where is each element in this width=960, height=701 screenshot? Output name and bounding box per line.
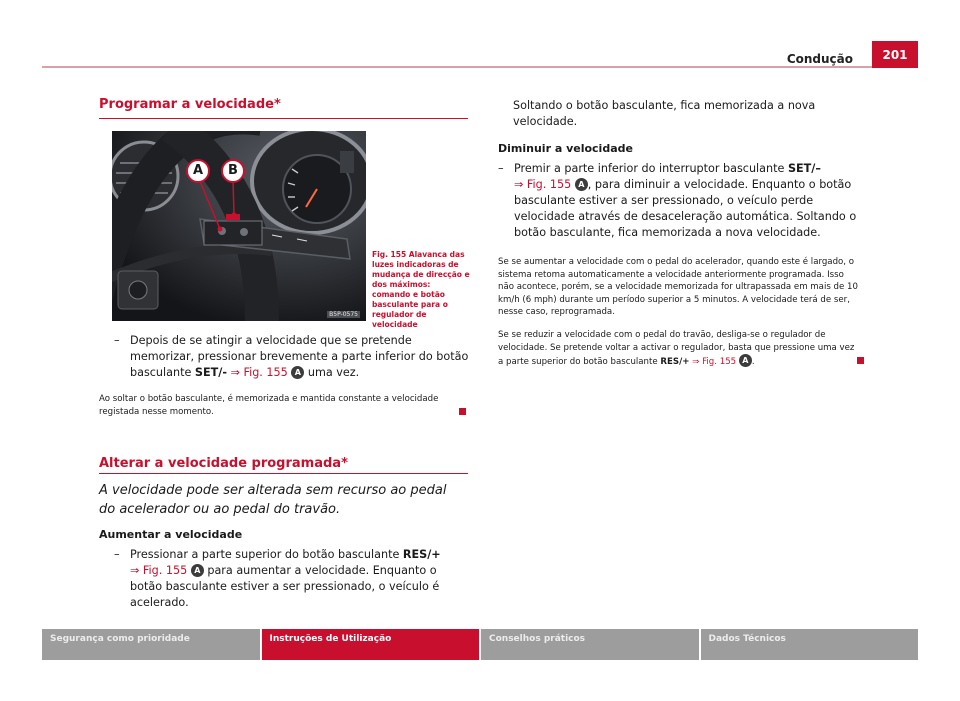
section-rule <box>99 118 468 119</box>
subheading-increase: Aumentar a velocidade <box>99 528 243 541</box>
image-code: B5P-0575 <box>329 311 358 318</box>
callout-a-badge: A <box>191 564 204 577</box>
list-dash: – <box>498 162 504 175</box>
figure-caption: Fig. 155 Alavanca das luzes indicadoras de mudança de direcção e dos máximos: comando e botão basculante para o regulador de velocidade <box>372 250 470 329</box>
subheading-decrease: Diminuir a velocidade <box>498 142 633 155</box>
figure-reference-link[interactable]: ⇒ Fig. 155 <box>692 357 737 367</box>
figure-reference-link[interactable]: ⇒ Fig. 155 <box>230 366 288 379</box>
header-rule <box>42 66 918 68</box>
callout-a-badge: A <box>575 178 588 191</box>
callout-a-badge: A <box>739 354 752 367</box>
page-number: 201 <box>872 41 918 68</box>
end-mark <box>857 357 864 364</box>
step-decrease: – Premir a parte inferior do interruptor basculante SET/– ⇒ Fig. 155 A , para diminuir a velocidade. Enquanto o botão basculante estiver a ser pressionado, o veículo perde velocidade através de desaceleração automática. Soltando o botão basculante, fica memorizada a nova velocidade. <box>498 162 857 239</box>
section-title-programar: Programar a velocidade* <box>99 97 281 112</box>
list-dash: – <box>114 334 120 347</box>
continuation-text: Soltando o botão basculante, fica memorizada a nova velocidade. <box>513 99 816 128</box>
footer-tab-technical-data[interactable]: Dados Técnicos <box>701 629 919 660</box>
section-intro: A velocidade pode ser alterada sem recurso ao pedal do acelerador ou ao pedal do travão. <box>99 483 447 517</box>
callout-a-label: A <box>192 163 204 178</box>
note-accelerator: Se se aumentar a velocidade com o pedal do acelerador, quando este é largado, o sistema retoma automaticamente a velocidade anteriormente programada. Isso não acontece, porém, se a velocidade memorizada for ultrapassada em mais de 10 km/h (6 mph) durante um período superior a 5 minutos. A velocidade terá de ser, nesse caso, reprogramada. <box>498 257 858 317</box>
figure-reference-link[interactable]: ⇒ Fig. 155 <box>514 178 572 191</box>
running-header: Condução <box>786 52 853 66</box>
note-brake: Se se reduzir a velocidade com o pedal do travão, desliga-se o regulador de velocidade. Se pretende voltar a activar o regulador, basta que pressione uma vez a parte superior do botão basculante RES/+ ⇒ Fig. 155 A . <box>498 330 855 367</box>
step-memorize: – Depois de se atingir a velocidade que se pretende memorizar, pressionar brevemente a parte inferior do botão basculante SET/- ⇒ Fig. 155 A uma vez. <box>114 334 469 379</box>
step-increase: – Pressionar a parte superior do botão basculante RES/+ ⇒ Fig. 155 A para aumentar a velocidade. Enquanto o botão basculante estiver a ser pressionado, o veículo é acelerado. <box>114 548 441 609</box>
callout-b-label: B <box>228 163 238 178</box>
callout-a-badge: A <box>291 366 304 379</box>
list-dash: – <box>114 548 120 561</box>
note-release: Ao soltar o botão basculante, é memorizada e mantida constante a velocidade registada nesse momento. <box>99 394 439 417</box>
footer-nav <box>42 629 918 660</box>
footer-tab-instructions[interactable]: Instruções de Utilização <box>262 629 480 660</box>
section-title-alterar: Alterar a velocidade programada* <box>99 456 348 471</box>
section-rule <box>99 473 468 474</box>
end-mark <box>459 408 466 415</box>
footer-tab-safety[interactable]: Segurança como prioridade <box>42 629 260 660</box>
figure-reference-link[interactable]: ⇒ Fig. 155 <box>130 564 188 577</box>
steering-lever-photo <box>112 131 366 321</box>
footer-tab-practical-tips[interactable]: Conselhos práticos <box>481 629 699 660</box>
